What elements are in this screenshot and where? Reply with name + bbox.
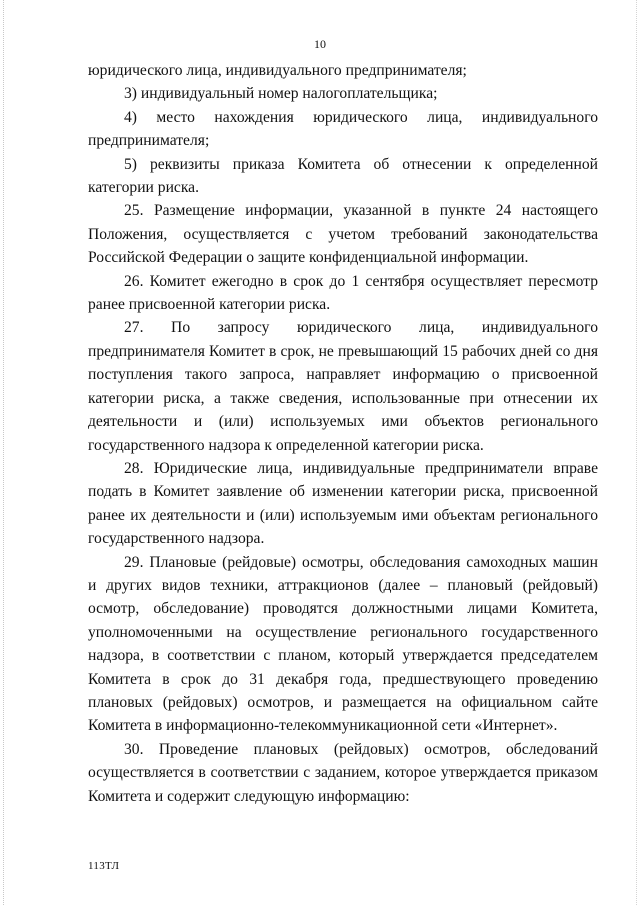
scan-edge-right [636,0,638,905]
list-item-4: 4) место нахождения юридического лица, индивидуального предпринимателя; [88,108,598,150]
document-body [88,59,598,808]
paragraph-25: 25. Размещение информации, указанной в пункте 24 настоящего Положения, осуществляется с учетом требований законодательства Российской Федерации о защите конфиденциальной информации. [88,202,598,267]
page-number: 10 [314,37,326,51]
scan-edge-left [3,0,6,905]
paragraph-28: 28. Юридические лица, индивидуальные предприниматели вправе подать в Комитет заявление об изменении категории риска, присвоенной ранее их деятельности и (или) используемым ими объектам регионального государственного надзора. [88,459,598,548]
paragraph-27: 27. По запросу юридического лица, индивидуального предпринимателя Комитет в срок, не превышающий 15 рабочих дней со дня поступления такого запроса, направляет информацию о присвоенной категории риска, а также сведения, использованные при отнесении их деятельности и (или) используемых ими объектов регионального государственного надзора к определенной категории риска. [88,319,598,454]
list-item-3: 3) индивидуальный номер налогоплательщика; [124,85,438,103]
paragraph-continuation: юридического лица, индивидуального предпринимателя; [88,62,467,79]
paragraph-29: 29. Плановые (рейдовые) осмотры, обследования самоходных машин и других видов техники, аттракционов (далее – плановый (рейдовый) осмотр, обследование) проводятся должностными лицами Комитета, уполномоченными на осуществление регионального государственного надзора, в соответствии с планом, который утверждается председателем Комитета в срок до 31 декабря года, предшествующего проведению плановых (рейдовых) осмотров, и размещается на официальном сайте Комитета в информационно-телекоммуникационной сети «Интернет». [88,553,598,735]
paragraph-26: 26. Комитет ежегодно в срок до 1 сентября осуществляет пересмотр ранее присвоенной категории риска. [88,272,598,314]
document-code: 113ТЛ [88,860,120,872]
paragraph-30: 30. Проведение плановых (рейдовых) осмотров, обследований осуществляется в соответствии с заданием, которое утверждается приказом Комитета и содержит следующую информацию: [88,740,598,805]
list-item-5: 5) реквизиты приказа Комитета об отнесении к определенной категории риска. [88,155,598,197]
